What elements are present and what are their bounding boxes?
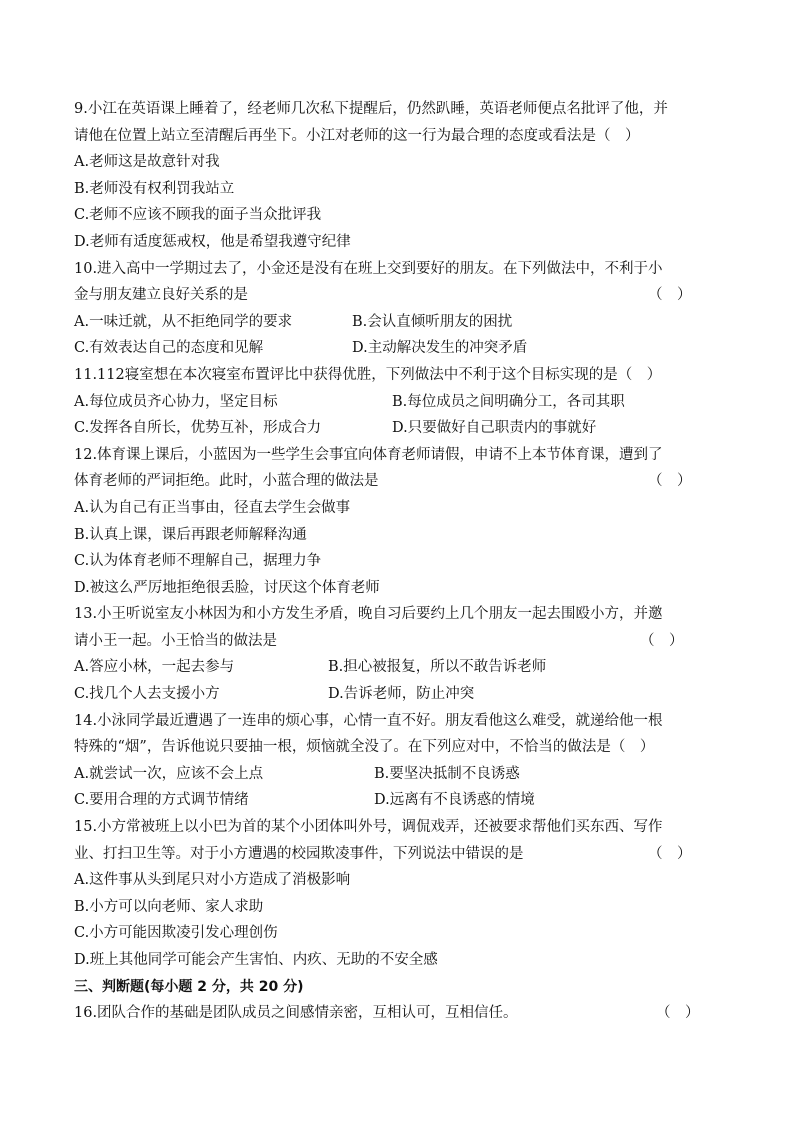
- question-15: [74, 814, 724, 974]
- option-a: A.认为自己有正当事由，径直去学生会做事: [74, 499, 351, 516]
- option-d: D.主动解决发生的冲突矛盾: [352, 340, 528, 357]
- option-a: A.就尝试一次，应该不会上点: [74, 765, 264, 782]
- question-stem-line: 请他在位置上站立至清醒后再坐下。小江对老师的这一行为最合理的态度或看法是（ ）: [74, 127, 640, 144]
- question-stem-line: 10.进入高中一学期过去了，小金还是没有在班上交到要好的朋友。在下列做法中，不利于小: [74, 260, 663, 277]
- option-c: C.认为体育老师不理解自己，据理力争: [74, 553, 322, 570]
- option-row: [74, 787, 724, 814]
- question-stem-line: 9.小江在英语课上睡着了，经老师几次私下提醒后，仍然趴睡，英语老师便点名批评了他，并: [74, 101, 668, 117]
- option-d: D.远离有不良诱惑的情境: [374, 792, 535, 809]
- question-11: [74, 362, 724, 442]
- answer-parentheses: （ ）: [648, 845, 692, 862]
- option-row: [74, 761, 724, 788]
- question-12: [74, 442, 724, 602]
- question-stem-line: [74, 468, 724, 495]
- answer-parentheses: （ ）: [648, 287, 692, 304]
- option-b: B.认真上课，课后再跟老师解释沟通: [74, 526, 307, 543]
- question-stem-text: 金与朋友建立良好关系的是: [74, 287, 248, 304]
- option-d: D.只要做好自己职责内的事就好: [392, 420, 597, 437]
- option-a: A.每位成员齐心协力，坚定目标: [74, 393, 278, 410]
- option-a: A.这件事从头到尾只对小方造成了消极影响: [74, 872, 351, 889]
- option-row: [74, 681, 724, 708]
- option-b: B.每位成员之间明确分工，各司其职: [392, 393, 625, 410]
- option-c: C.有效表达自己的态度和见解: [74, 340, 264, 357]
- section-heading: 三、判断题(每小题 2 分，共 20 分): [74, 978, 304, 995]
- option-b: B.老师没有权利罚我站立: [74, 180, 235, 197]
- option-row: [74, 415, 724, 442]
- option-row: [74, 654, 724, 681]
- option-row: [74, 389, 724, 416]
- option-d: D.班上其他同学可能会产生害怕、内疚、无助的不安全感: [74, 952, 438, 968]
- question-stem-line: 15.小方常被班上以小巴为首的某个小团体叫外号，调侃戏弄，还被要求帮他们买东西、写作: [74, 819, 663, 836]
- option-a: A.老师这是故意针对我: [74, 154, 220, 171]
- option-b: B.小方可以向老师、家人求助: [74, 898, 264, 915]
- option-row: [74, 335, 724, 362]
- question-stem-line: 12.体育课上课后，小蓝因为一些学生会事宜向体育老师请假，申请不上本节体育课，遭到了: [74, 446, 663, 463]
- option-c: C.发挥各自所长，优势互补，形成合力: [74, 420, 322, 437]
- question-stem-line: [74, 841, 724, 868]
- question-14: [74, 708, 724, 814]
- option-c: C.找几个人去支援小方: [74, 686, 220, 703]
- option-c: C.老师不应该不顾我的面子当众批评我: [74, 207, 322, 224]
- question-stem-line: [74, 628, 724, 655]
- question-stem-text: 体育老师的严词拒绝。此时，小蓝合理的做法是: [74, 473, 379, 490]
- question-stem-text: 业、打扫卫生等。对于小方遭遇的校园欺凌事件，下列说法中错误的是: [74, 845, 524, 862]
- option-a: A.答应小林，一起去参与: [74, 659, 235, 676]
- question-16: [74, 1000, 724, 1027]
- option-row: [74, 309, 724, 336]
- option-d: D.被这么严厉地拒绝很丢脸，讨厌这个体育老师: [74, 579, 380, 596]
- question-stem-line: 14.小泳同学最近遭遇了一连串的烦心事，心情一直不好。朋友看他这么难受，就递给他一根: [74, 712, 663, 729]
- answer-parentheses: （ ）: [648, 473, 692, 490]
- question-13: [74, 601, 724, 707]
- question-stem-line: 11.112寝室想在本次寝室布置评比中获得优胜，下列做法中不利于这个目标实现的是（ ）: [74, 366, 662, 383]
- option-b: B.担心被报复，所以不敢告诉老师: [328, 659, 547, 676]
- option-d: D.老师有适度惩戒权，他是希望我遵守纪律: [74, 233, 351, 250]
- question-list: [74, 96, 724, 1027]
- option-c: C.要用合理的方式调节情绪: [74, 792, 249, 809]
- answer-parentheses: （ ）: [640, 632, 684, 649]
- question-stem-line: [74, 282, 724, 309]
- option-c: C.小方可能因欺凌引发心理创伤: [74, 925, 278, 942]
- question-9: [74, 96, 724, 256]
- question-10: [74, 256, 724, 362]
- question-stem-line: 特殊的“烟”，告诉他说只要抽一根，烦恼就全没了。在下列应对中，不恰当的做法是（ ）: [74, 739, 655, 756]
- question-stem-text: 16.团队合作的基础是团队成员之间感情亲密，互相认可，互相信任。: [74, 1005, 518, 1022]
- answer-parentheses: （ ）: [656, 1005, 700, 1022]
- option-b: B.会认直倾听朋友的困扰: [352, 313, 513, 330]
- option-a: A.一味迁就，从不拒绝同学的要求: [74, 313, 293, 330]
- question-stem-text: 请小王一起。小王恰当的做法是: [74, 632, 277, 649]
- option-d: D.告诉老师，防止冲突: [328, 686, 475, 703]
- question-stem-line: 13.小王听说室友小林因为和小方发生矛盾，晚自习后要约上几个朋友一起去围殴小方，并邀: [74, 606, 663, 623]
- option-b: B.要坚决抵制不良诱惑: [374, 765, 520, 782]
